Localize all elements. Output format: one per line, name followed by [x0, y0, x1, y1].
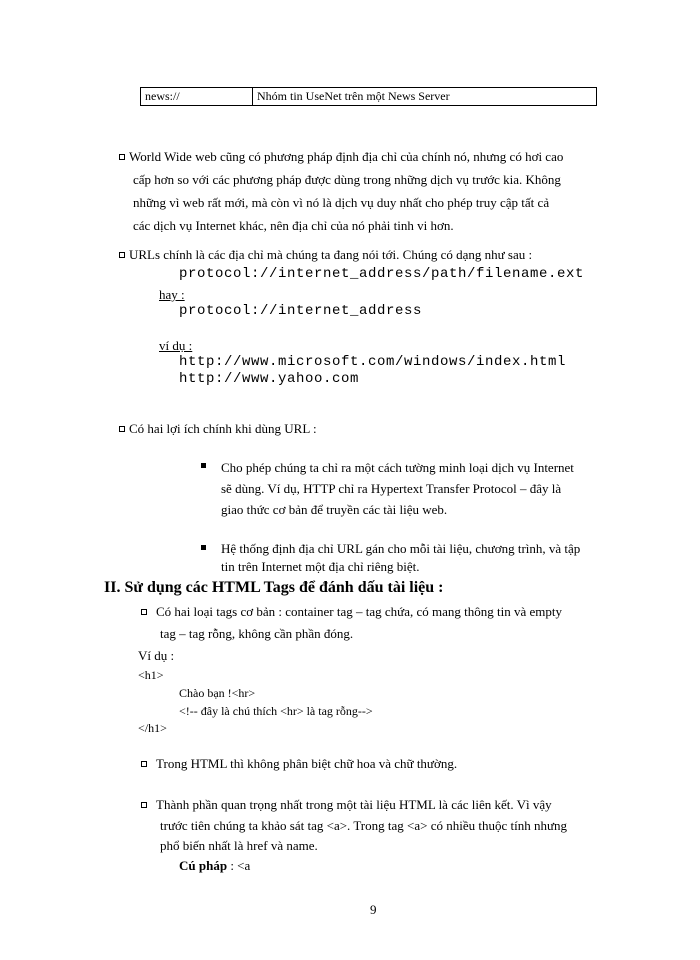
- text: Có hai loại tags cơ bản : container tag – tag chứa, có mang thông tin và empty: [156, 604, 562, 619]
- www-paragraph-line-4: các dịch vụ Internet khác, nên địa chỉ của nó phải tinh vi hơn.: [133, 218, 454, 233]
- square-bullet-icon: [119, 252, 125, 258]
- text: Thành phần quan trọng nhất trong một tài liệu HTML là các liên kết. Vì vậy: [156, 797, 552, 812]
- item-3-line-3: phổ biến nhất là href và name.: [160, 838, 318, 853]
- code-line-3: <!-- đây là chú thích <hr> là tag rỗng-->: [179, 704, 373, 718]
- url-example-2: http://www.yahoo.com: [179, 371, 360, 387]
- table-cell-scheme: news://: [141, 88, 253, 106]
- item-2: [141, 756, 457, 772]
- code-line-1: <h1>: [138, 668, 164, 682]
- url-form-2: protocol://internet_address: [179, 303, 423, 319]
- text: URLs chính là các địa chỉ mà chúng ta đang nói tới. Chúng có dạng như sau :: [129, 247, 533, 262]
- text: Trong HTML thì không phân biệt chữ hoa và chữ thường.: [156, 756, 458, 771]
- item-3-line-2: trước tiên chúng ta khảo sát tag <a>. Trong tag <a> có nhiều thuộc tính nhưng: [160, 818, 567, 833]
- item-1-line-1: [141, 604, 562, 620]
- scheme-table: [140, 87, 597, 106]
- code-line-2: Chào bạn !<hr>: [179, 686, 256, 700]
- syntax-line: [179, 858, 250, 874]
- url-example-1: http://www.microsoft.com/windows/index.html: [179, 354, 567, 370]
- benefit-1-line-3: giao thức cơ bản để truyền các tài liệu web.: [221, 502, 448, 517]
- benefit-2-line-2: tin trên Internet một địa chỉ riêng biệt.: [221, 559, 420, 574]
- square-bullet-icon: [119, 426, 125, 432]
- filled-bullet-icon: [201, 541, 206, 557]
- item-3-line-1: [141, 797, 552, 813]
- table-cell-description: Nhóm tin UseNet trên một News Server: [253, 88, 597, 106]
- text: World Wide web cũng có phương pháp định địa chỉ của chính nó, nhưng có hơi cao: [129, 149, 564, 164]
- square-bullet-icon: [141, 802, 147, 808]
- vidu-label: ví dụ :: [159, 338, 193, 353]
- url-form-1: protocol://internet_address/path/filename.ext: [179, 266, 585, 282]
- www-paragraph-line-2: cấp hơn so với các phương pháp được dùng trong những dịch vụ trước kia. Không: [133, 172, 561, 187]
- square-bullet-icon: [141, 761, 147, 767]
- table-row: [141, 88, 597, 106]
- item-1-line-2: tag – tag rỗng, không cần phần đóng.: [160, 626, 354, 641]
- filled-bullet-icon: [201, 459, 206, 475]
- benefit-1-line-1: Cho phép chúng ta chỉ ra một cách tường minh loại dịch vụ Internet: [221, 460, 574, 475]
- syntax-rest: : <a: [227, 858, 251, 873]
- hay-label: hay :: [159, 287, 185, 302]
- syntax-label: Cú pháp: [179, 858, 228, 873]
- benefit-1-line-2: sẽ dùng. Ví dụ, HTTP chỉ ra Hypertext Transfer Protocol – đây là: [221, 481, 562, 496]
- urls-intro: [119, 247, 532, 263]
- text: Có hai lợi ích chính khi dùng URL :: [129, 421, 317, 436]
- vidu-example-label: Ví dụ :: [138, 648, 175, 663]
- www-paragraph-line-3: những vì web rất mới, mà còn vì nó là dịch vụ duy nhất cho phép truy cập tất cả: [133, 195, 550, 210]
- code-line-4: </h1>: [138, 721, 167, 735]
- section-heading: II. Sử dụng các HTML Tags để đánh dấu tài liệu :: [104, 579, 444, 596]
- square-bullet-icon: [119, 154, 125, 160]
- benefit-2-line-1: Hệ thống định địa chỉ URL gán cho mỗi tài liệu, chương trình, và tập: [221, 541, 581, 556]
- benefits-intro: [119, 421, 317, 437]
- www-paragraph-line-1: [119, 145, 563, 168]
- page-number: 9: [370, 902, 377, 917]
- square-bullet-icon: [141, 609, 147, 615]
